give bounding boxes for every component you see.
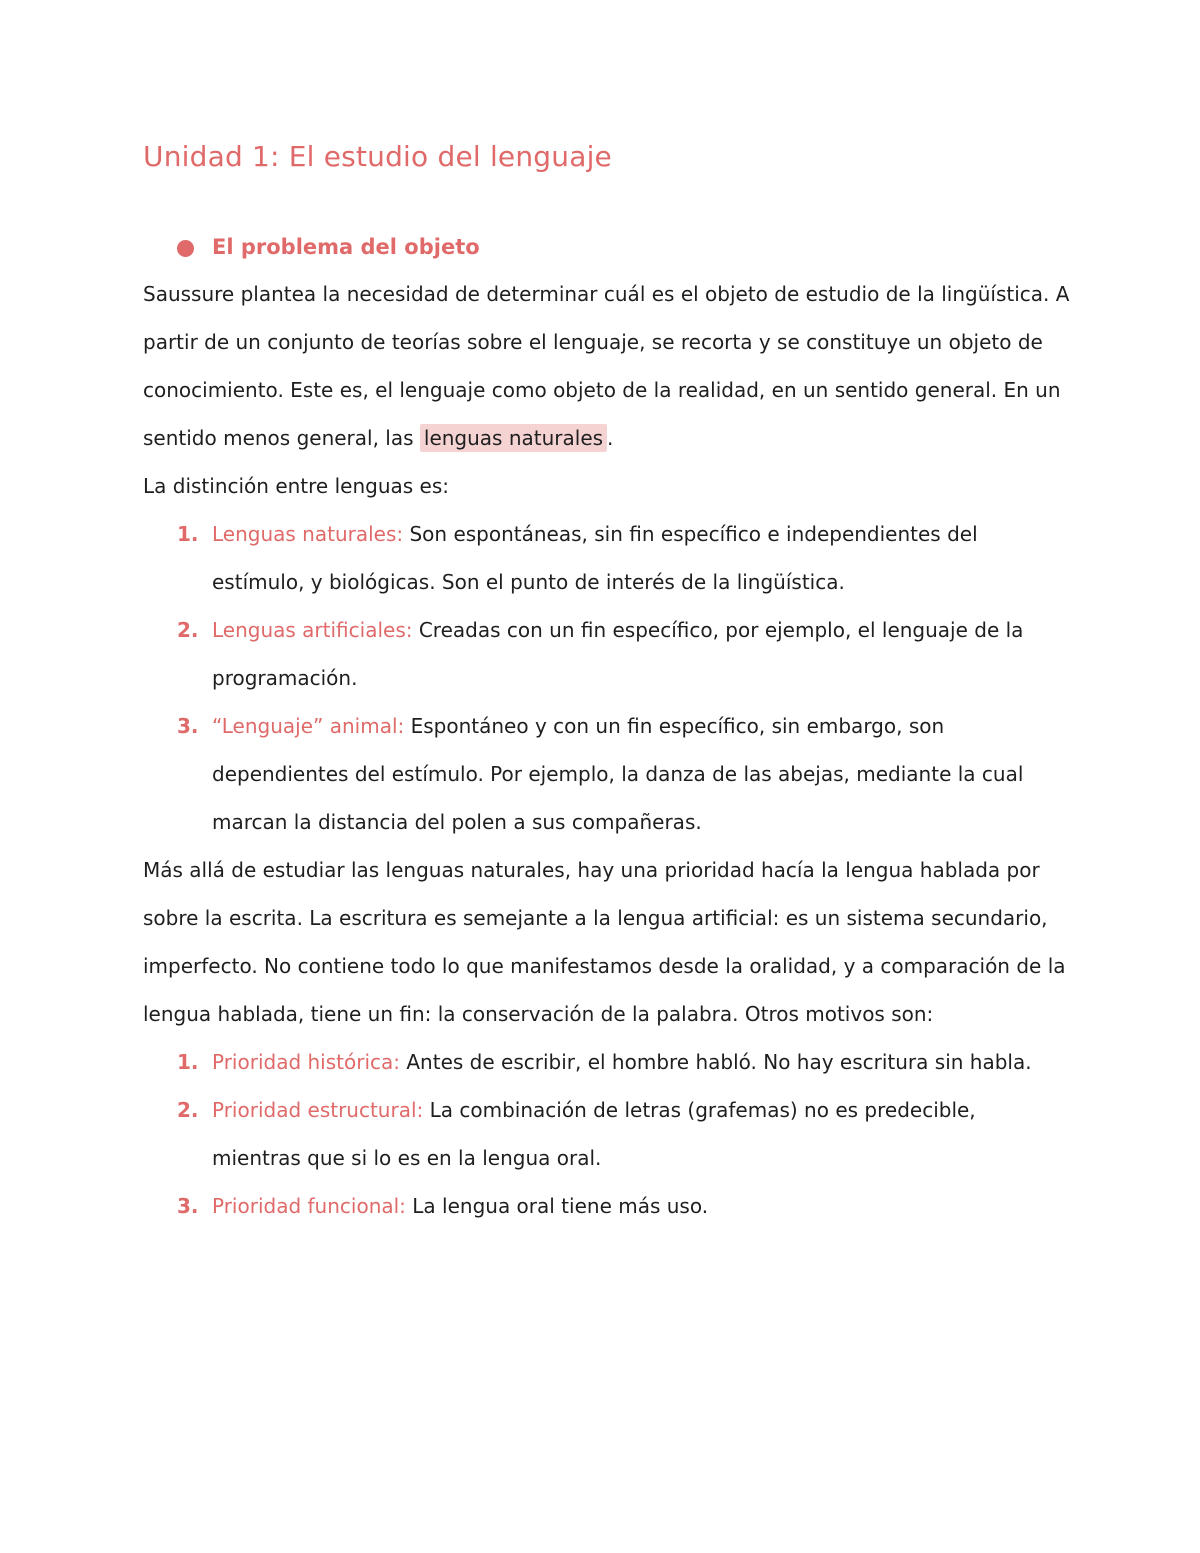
list-term: Prioridad histórica:	[212, 1050, 401, 1074]
section-heading	[143, 232, 1070, 262]
lenguas-list	[143, 510, 1070, 846]
paragraph-objeto	[143, 270, 1070, 462]
list-item	[143, 1038, 1070, 1086]
list-number: 1.	[177, 522, 199, 546]
list-item	[143, 702, 1070, 846]
list-term: Prioridad funcional:	[212, 1194, 406, 1218]
list-term: “Lenguaje” animal:	[212, 714, 405, 738]
list-item	[143, 606, 1070, 702]
list-term: Prioridad estructural:	[212, 1098, 424, 1122]
list-number: 2.	[177, 618, 199, 642]
list-text: La lengua oral tiene más uso.	[405, 1194, 709, 1218]
prioridades-list	[143, 1038, 1070, 1230]
list-number: 2.	[177, 1098, 199, 1122]
paragraph-text: Saussure plantea la necesidad de determinar cuál es el objeto de estudio de la lingüística. A partir de un conjunto de teorías sobre el lenguaje, se recorta y se constituye un objeto de conocimiento. Este es, el lenguaje como objeto de la realidad, en un sentido general. En un sentido menos general, las	[143, 282, 1070, 450]
paragraph-end: .	[607, 426, 614, 450]
list-intro: La distinción entre lenguas es:	[143, 474, 449, 498]
list-number: 3.	[177, 714, 199, 738]
list-number: 3.	[177, 1194, 199, 1218]
list-text: La combinación de letras (grafemas) no es predecible, mientras que si lo es en la lengua oral.	[212, 1098, 976, 1170]
page-title: Unidad 1: El estudio del lenguaje	[143, 140, 612, 173]
list-number: 1.	[177, 1050, 199, 1074]
list-text: Antes de escribir, el hombre habló. No hay escritura sin habla.	[400, 1050, 1032, 1074]
paragraph-prioridad: Más allá de estudiar las lenguas naturales, hay una prioridad hacía la lengua hablada por sobre la escrita. La escritura es semejante a la lengua artificial: es un sistema secundario, imperfecto. No contiene todo lo que manifestamos desde la oralidad, y a comparación de la lengua hablada, tiene un fin: la conservación de la palabra. Otros motivos son:	[143, 858, 1066, 1026]
list-text: Creadas con un fin específico, por ejemplo, el lenguaje de la programación.	[212, 618, 1024, 690]
section-heading-text: El problema del objeto	[212, 235, 480, 259]
list-item	[143, 1182, 1070, 1230]
list-item	[143, 510, 1070, 606]
list-term: Lenguas artificiales:	[212, 618, 413, 642]
highlighted-term: lenguas naturales	[420, 424, 607, 452]
list-item	[143, 1086, 1070, 1182]
list-text: Son espontáneas, sin fin específico e independientes del estímulo, y biológicas. Son el punto de interés de la lingüística.	[212, 522, 978, 594]
list-text: Espontáneo y con un fin específico, sin embargo, son dependientes del estímulo. Por ejemplo, la danza de las abejas, mediante la cual marcan la distancia del polen a sus compañeras.	[212, 714, 1024, 834]
list-term: Lenguas naturales:	[212, 522, 404, 546]
bullet-dot-icon	[177, 240, 194, 257]
